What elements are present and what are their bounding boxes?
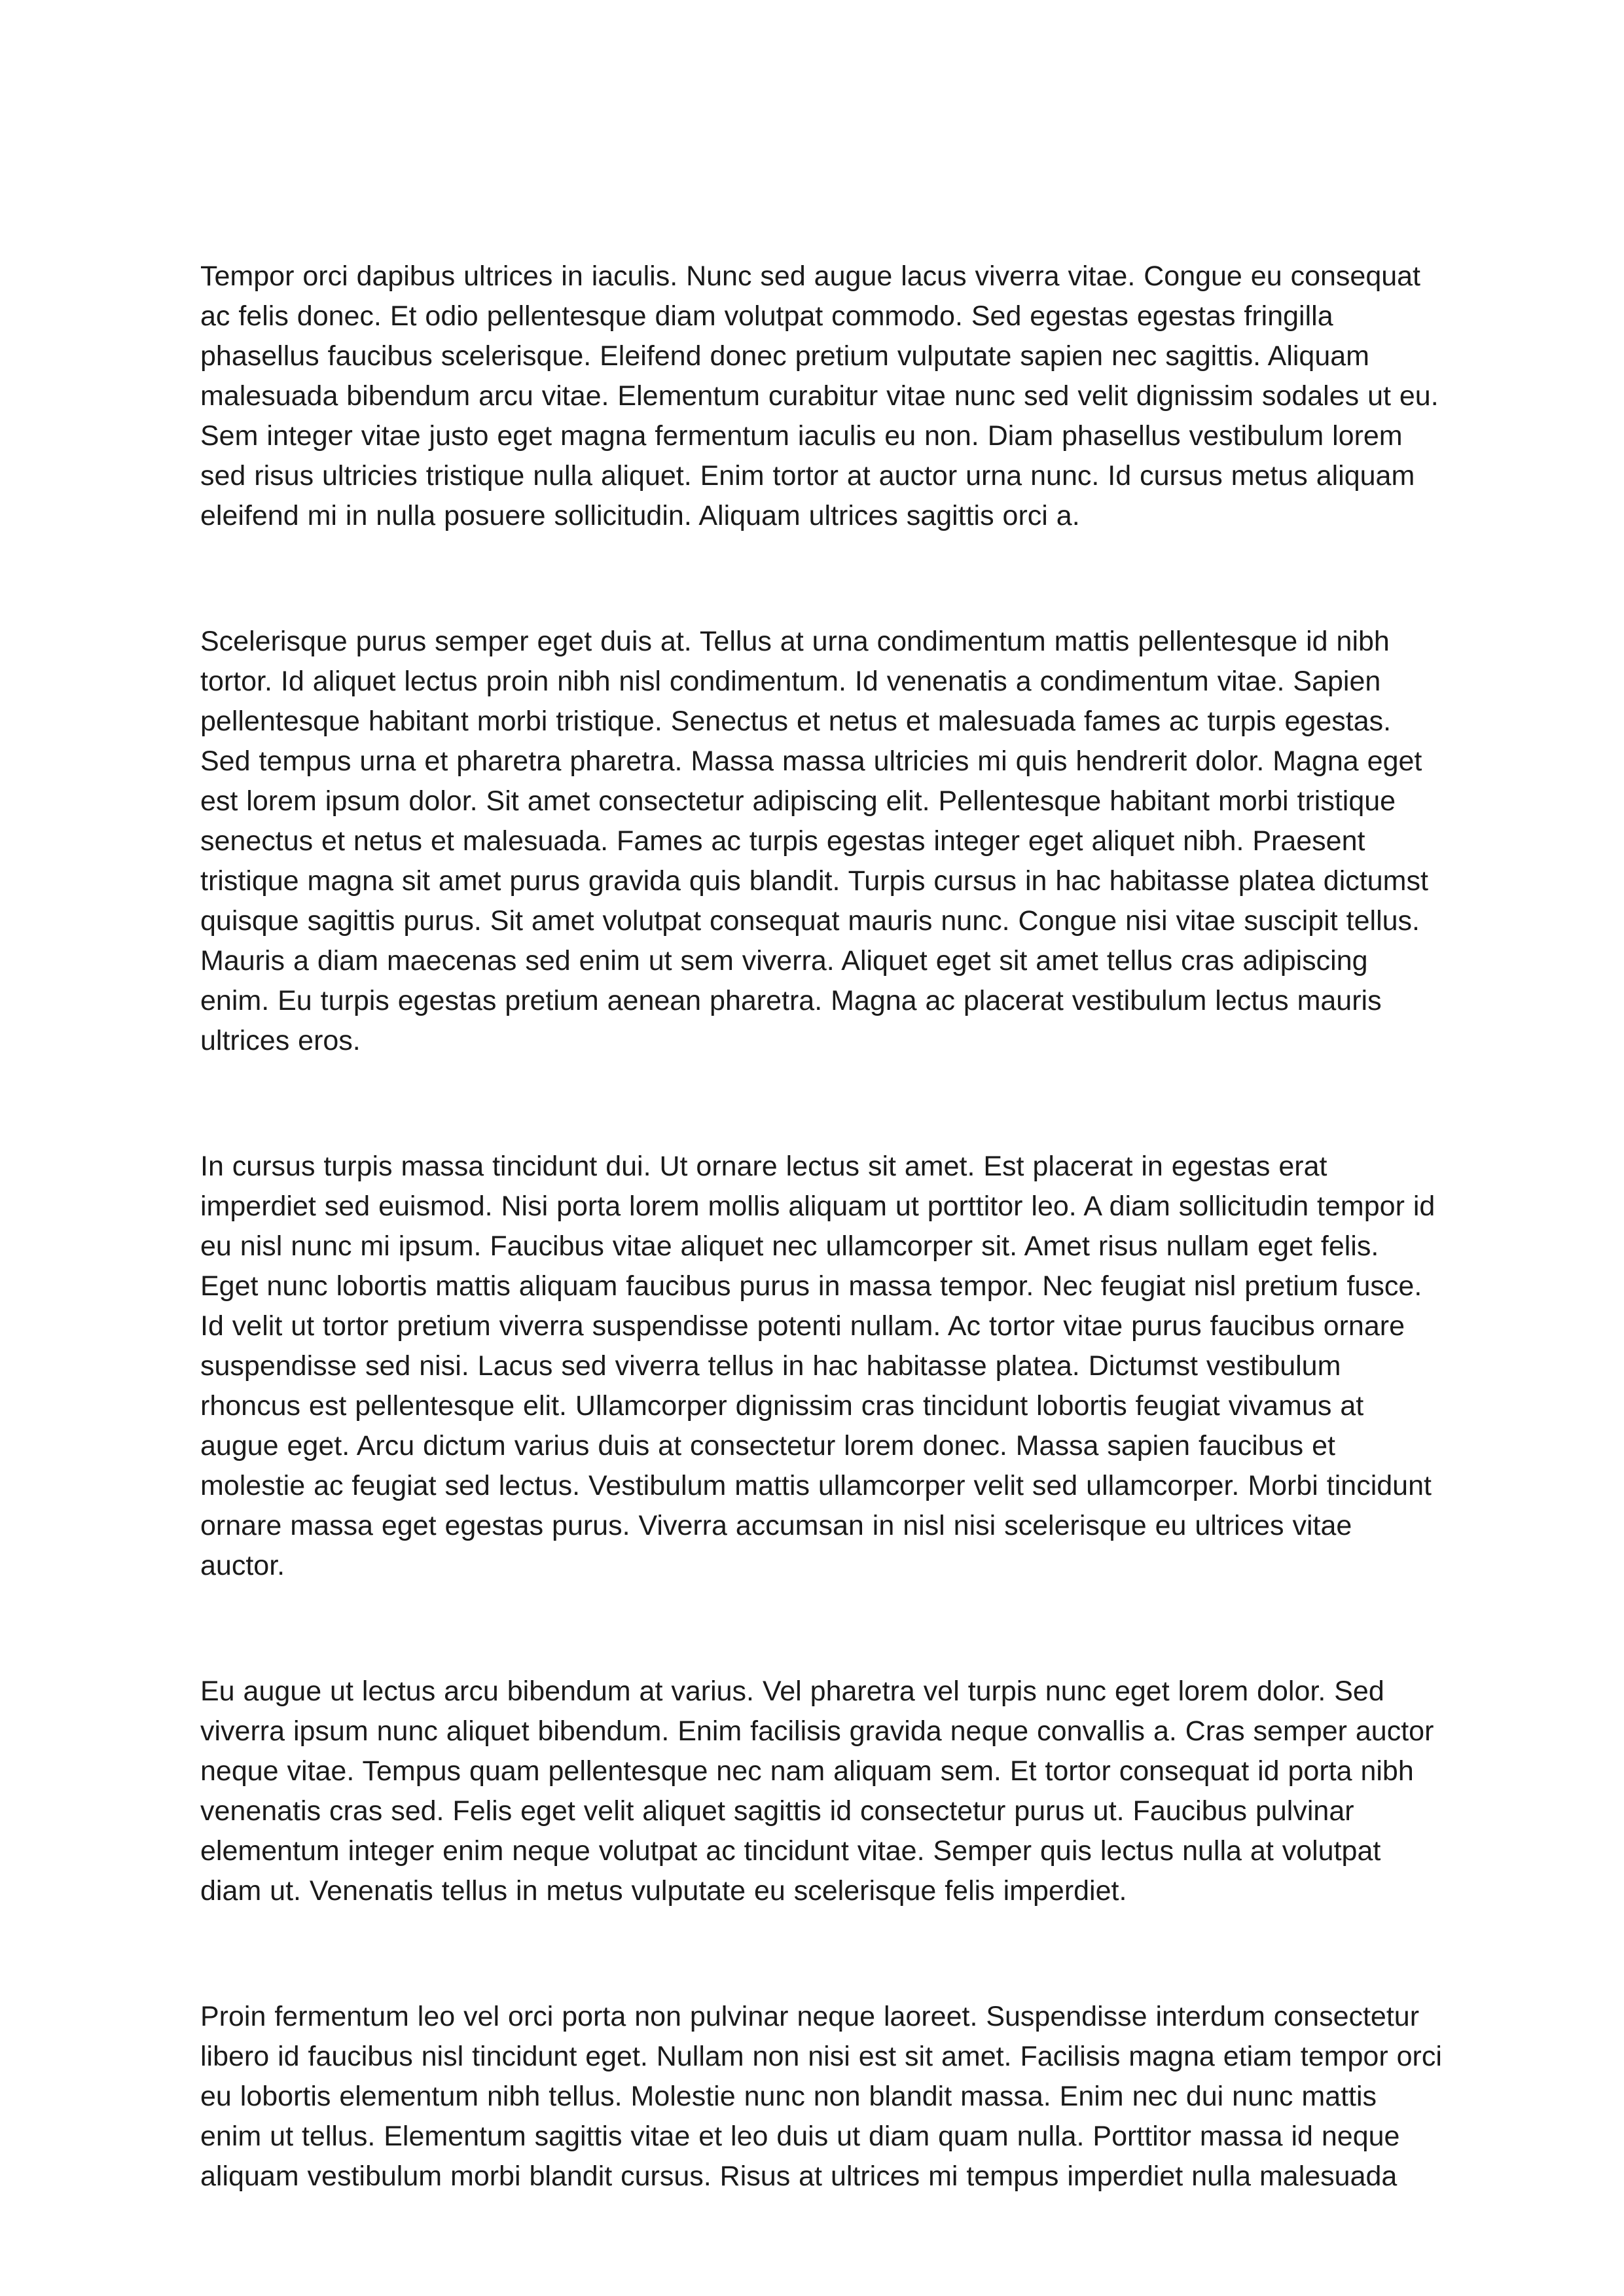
paragraph: Eu augue ut lectus arcu bibendum at varius. Vel pharetra vel turpis nunc eget lorem dolor. Sed viverra ipsum nunc aliquet bibendum. Enim facilisis gravida neque convallis a. Cras semper auctor neque vitae. Tempus quam pellentesque nec nam aliquam sem. Et tortor consequat id porta nibh venenatis cras sed. Felis eget velit aliquet sagittis id consectetur purus ut. Faucibus pulvinar elementum integer enim neque volutpat ac tincidunt vitae. Semper quis lectus nulla at volutpat diam ut. Venenatis tellus in metus vulputate eu scelerisque felis imperdiet. [200,1676,1434,1907]
paragraph: In cursus turpis massa tincidunt dui. Ut ornare lectus sit amet. Est placerat in egestas erat imperdiet sed euismod. Nisi porta lorem mollis aliquam ut porttitor leo. A diam sollicitudin tempor id eu nisl nunc mi ipsum. Faucibus vitae aliquet nec ullamcorper sit. Amet risus nullam eget felis. Eget nunc lobortis mattis aliquam faucibus purus in massa tempor. Nec feugiat nisl pretium fusce. Id velit ut tortor pretium viverra suspendisse potenti nullam. Ac tortor vitae purus faucibus ornare suspendisse sed nisi. Lacus sed viverra tellus in hac habitasse platea. Dictumst vestibulum rhoncus est pellentesque elit. Ullamcorper dignissim cras tincidunt lobortis feugiat vivamus at augue eget. Arcu dictum varius duis at consectetur lorem donec. Massa sapien faucibus et molestie ac feugiat sed lectus. Vestibulum mattis ullamcorper velit sed ullamcorper. Morbi tincidunt ornare massa eget egestas purus. Viverra accumsan in nisl nisi scelerisque eu ultrices vitae auctor. [200,1151,1435,1581]
paragraph: Proin fermentum leo vel orci porta non pulvinar neque laoreet. Suspendisse interdum consectetur libero id faucibus nisl tincidunt eget. Nullam non nisi est sit amet. Facilisis magna etiam tempor orci eu lobortis elementum nibh tellus. Molestie nunc non blandit massa. Enim nec dui nunc mattis enim ut tellus. Elementum sagittis vitae et leo duis ut diam quam nulla. Porttitor massa id neque aliquam vestibulum morbi blandit cursus. Risus at ultrices mi tempus imperdiet nulla malesuada [200,2001,1442,2192]
document-body-text [200,257,1444,2197]
paragraph: Scelerisque purus semper eget duis at. Tellus at urna condimentum mattis pellentesque id nibh tortor. Id aliquet lectus proin nibh nisl condimentum. Id venenatis a condimentum vitae. Sapien pellentesque habitant morbi tristique. Senectus et netus et malesuada fames ac turpis egestas. Sed tempus urna et pharetra pharetra. Massa massa ultricies mi quis hendrerit dolor. Magna eget est lorem ipsum dolor. Sit amet consectetur adipiscing elit. Pellentesque habitant morbi tristique senectus et netus et malesuada. Fames ac turpis egestas integer eget aliquet nibh. Praesent tristique magna sit amet purus gravida quis blandit. Turpis cursus in hac habitasse platea dictumst quisque sagittis purus. Sit amet volutpat consequat mauris nunc. Congue nisi vitae suscipit tellus. Mauris a diam maecenas sed enim ut sem viverra. Aliquet eget sit amet tellus cras adipiscing enim. Eu turpis egestas pretium aenean pharetra. Magna ac placerat vestibulum lectus mauris ultrices eros. [200,626,1428,1056]
paragraph: Tempor orci dapibus ultrices in iaculis. Nunc sed augue lacus viverra vitae. Congue eu consequat ac felis donec. Et odio pellentesque diam volutpat commodo. Sed egestas egestas fringilla phasellus faucibus scelerisque. Eleifend donec pretium vulputate sapien nec sagittis. Aliquam malesuada bibendum arcu vitae. Elementum curabitur vitae nunc sed velit dignissim sodales ut eu. Sem integer vitae justo eget magna fermentum iaculis eu non. Diam phasellus vestibulum lorem sed risus ultricies tristique nulla aliquet. Enim tortor at auctor urna nunc. Id cursus metus aliquam eleifend mi in nulla posuere sollicitudin. Aliquam ultrices sagittis orci a. [200,260,1439,531]
